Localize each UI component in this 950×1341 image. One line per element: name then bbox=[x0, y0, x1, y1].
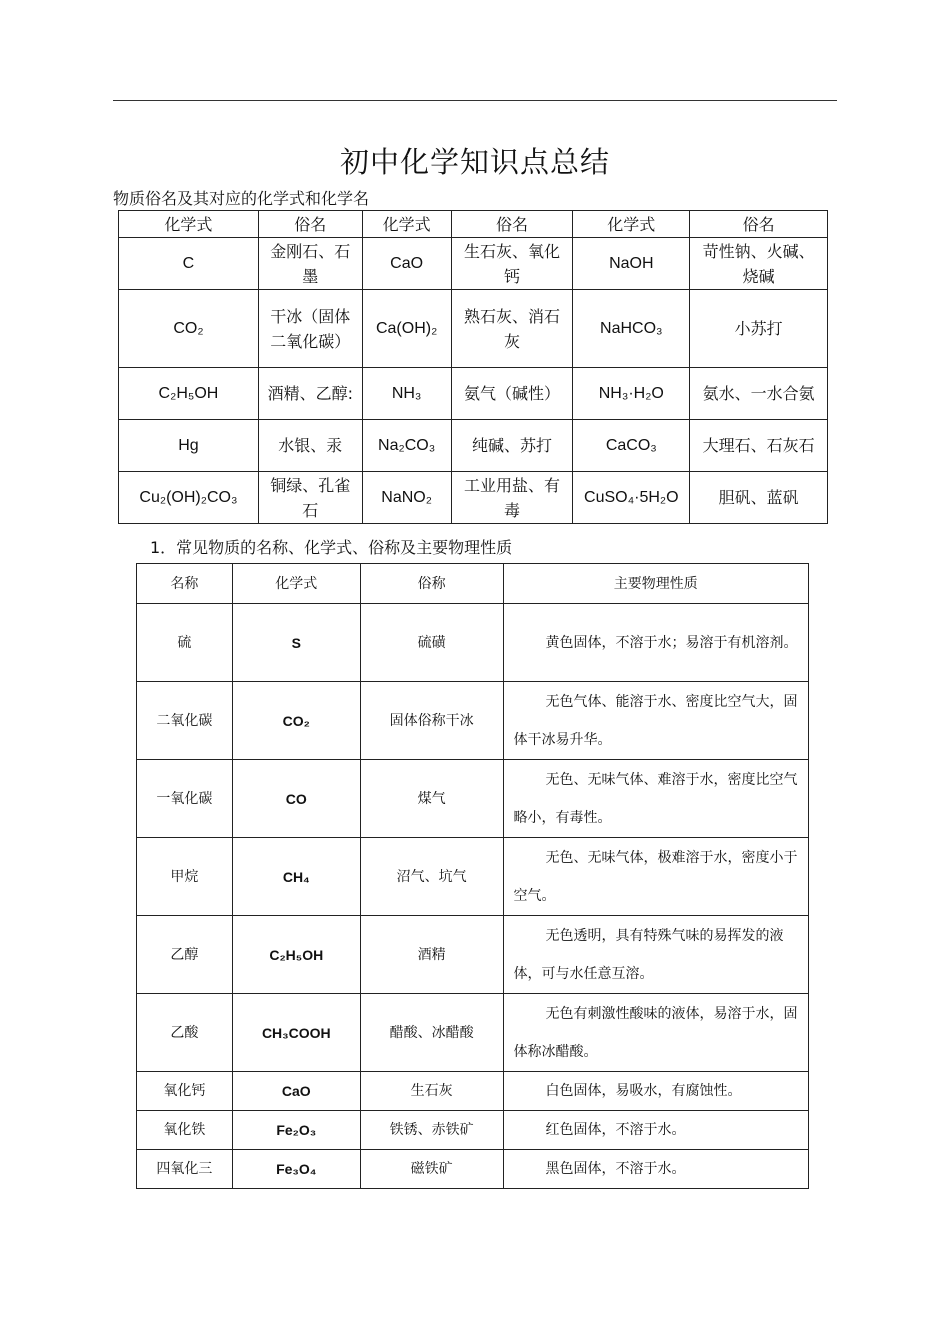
name-cell: 二氧化碳 bbox=[137, 682, 233, 760]
table-row bbox=[137, 994, 809, 1072]
formula-cell: NaHCO₃ bbox=[573, 290, 690, 368]
property-text: 黄色固体，不溶于水；易溶于有机溶剂。 bbox=[545, 634, 798, 651]
property-cell bbox=[503, 838, 809, 916]
nickname-cell: 大理石、石灰石 bbox=[690, 420, 828, 472]
properties-table bbox=[136, 563, 809, 1189]
nickname-cell: 熟石灰、消石灰 bbox=[451, 290, 573, 368]
formula-cell: CO₂ bbox=[119, 290, 259, 368]
formula-cell: C bbox=[119, 238, 259, 290]
formula-cell: CaO bbox=[232, 1072, 360, 1111]
formula-cell: Fe₂O₃ bbox=[232, 1111, 360, 1150]
nickname-cell: 金刚石、石墨 bbox=[258, 238, 362, 290]
property-cell bbox=[503, 1150, 809, 1189]
name-cell: 乙酸 bbox=[137, 994, 233, 1072]
section-heading: 1．常见物质的名称、化学式、俗称及主要物理性质 bbox=[150, 538, 513, 557]
name-cell: 乙醇 bbox=[137, 916, 233, 994]
property-cell bbox=[503, 760, 809, 838]
property-text: 无色、无味气体、难溶于水，密度比空气略小，有毒性。 bbox=[513, 771, 798, 826]
formula-cell: Hg bbox=[119, 420, 259, 472]
table-header-row bbox=[137, 564, 809, 604]
header-cell: 名称 bbox=[137, 564, 233, 604]
formula-cell: CaCO₃ bbox=[573, 420, 690, 472]
formula-cell: CaO bbox=[362, 238, 451, 290]
nickname-cell: 干冰（固体二氧化碳） bbox=[258, 290, 362, 368]
formula-cell: NH₃ bbox=[362, 368, 451, 420]
header-cell: 化学式 bbox=[573, 211, 690, 238]
nickname-cell: 纯碱、苏打 bbox=[451, 420, 573, 472]
header-cell: 化学式 bbox=[232, 564, 360, 604]
table-header-row bbox=[119, 211, 828, 238]
page-title: 初中化学知识点总结 bbox=[339, 145, 610, 179]
table-row bbox=[137, 760, 809, 838]
formula-cell: CH₄ bbox=[232, 838, 360, 916]
formula-cell: CO₂ bbox=[232, 682, 360, 760]
table-row bbox=[137, 838, 809, 916]
table-row bbox=[137, 1072, 809, 1111]
formula-cell: NH₃·H₂O bbox=[573, 368, 690, 420]
header-cell: 俗名 bbox=[258, 211, 362, 238]
name-cell: 四氧化三 bbox=[137, 1150, 233, 1189]
nickname-cell: 生石灰、氧化钙 bbox=[451, 238, 573, 290]
formula-cell: C₂H₅OH bbox=[232, 916, 360, 994]
common-name-cell: 铁锈、赤铁矿 bbox=[360, 1111, 503, 1150]
table-row bbox=[137, 1150, 809, 1189]
table-row bbox=[137, 1111, 809, 1150]
property-text: 红色固体，不溶于水。 bbox=[545, 1122, 686, 1138]
formula-cell: CO bbox=[232, 760, 360, 838]
formula-cell: Ca(OH)₂ bbox=[362, 290, 451, 368]
property-cell bbox=[503, 994, 809, 1072]
formula-cell: S bbox=[232, 604, 360, 682]
formula-cell: CH₃COOH bbox=[232, 994, 360, 1072]
table-row bbox=[137, 916, 809, 994]
nickname-cell: 氨气（碱性） bbox=[451, 368, 573, 420]
formula-cell: Fe₃O₄ bbox=[232, 1150, 360, 1189]
property-text: 无色透明，具有特殊气味的易挥发的液体，可与水任意互溶。 bbox=[513, 927, 784, 982]
nickname-cell: 苛性钠、火碱、烧碱 bbox=[690, 238, 828, 290]
nickname-cell: 小苏打 bbox=[690, 290, 828, 368]
property-cell bbox=[503, 604, 809, 682]
name-cell: 一氧化碳 bbox=[137, 760, 233, 838]
table-row bbox=[119, 238, 828, 290]
nickname-cell: 铜绿、孔雀石 bbox=[258, 472, 362, 524]
header-cell: 主要物理性质 bbox=[503, 564, 809, 604]
header-cell: 化学式 bbox=[362, 211, 451, 238]
name-cell: 甲烷 bbox=[137, 838, 233, 916]
nickname-cell: 氨水、一水合氨 bbox=[690, 368, 828, 420]
formula-cell: NaOH bbox=[573, 238, 690, 290]
formula-cell: NaNO₂ bbox=[362, 472, 451, 524]
nickname-cell: 水银、汞 bbox=[258, 420, 362, 472]
property-cell bbox=[503, 1111, 809, 1150]
common-name-cell: 煤气 bbox=[360, 760, 503, 838]
nickname-cell: 酒精、乙醇: bbox=[258, 368, 362, 420]
common-name-cell: 硫磺 bbox=[360, 604, 503, 682]
common-name-cell: 沼气、坑气 bbox=[360, 838, 503, 916]
name-cell: 氧化钙 bbox=[137, 1072, 233, 1111]
header-cell: 俗名 bbox=[690, 211, 828, 238]
table-row bbox=[137, 682, 809, 760]
property-cell bbox=[503, 916, 809, 994]
name-cell: 氧化铁 bbox=[137, 1111, 233, 1150]
header-cell: 俗称 bbox=[360, 564, 503, 604]
common-name-cell: 醋酸、冰醋酸 bbox=[360, 994, 503, 1072]
formula-cell: C₂H₅OH bbox=[119, 368, 259, 420]
table-row bbox=[119, 472, 828, 524]
nickname-table bbox=[118, 210, 828, 524]
formula-cell: Na₂CO₃ bbox=[362, 420, 451, 472]
table-row bbox=[119, 290, 828, 368]
table-row bbox=[119, 420, 828, 472]
table-row bbox=[119, 368, 828, 420]
property-cell bbox=[503, 682, 809, 760]
common-name-cell: 酒精 bbox=[360, 916, 503, 994]
property-text: 无色有刺激性酸味的液体，易溶于水，固体称冰醋酸。 bbox=[513, 1005, 798, 1060]
property-text: 无色、无味气体，极难溶于水，密度小于空气。 bbox=[513, 849, 798, 904]
formula-cell: Cu₂(OH)₂CO₃ bbox=[119, 472, 259, 524]
nickname-cell: 胆矾、蓝矾 bbox=[690, 472, 828, 524]
header-rule bbox=[113, 100, 837, 101]
nickname-cell: 工业用盐、有毒 bbox=[451, 472, 573, 524]
common-name-cell: 生石灰 bbox=[360, 1072, 503, 1111]
common-name-cell: 磁铁矿 bbox=[360, 1150, 503, 1189]
formula-cell: CuSO₄·5H₂O bbox=[573, 472, 690, 524]
table-row bbox=[137, 604, 809, 682]
header-cell: 俗名 bbox=[451, 211, 573, 238]
subtitle: 物质俗名及其对应的化学式和化学名 bbox=[113, 189, 370, 208]
property-text: 黑色固体，不溶于水。 bbox=[545, 1161, 686, 1177]
property-text: 无色气体、能溶于水、密度比空气大，固体干冰易升华。 bbox=[513, 693, 798, 748]
property-cell bbox=[503, 1072, 809, 1111]
header-cell: 化学式 bbox=[119, 211, 259, 238]
property-text: 白色固体，易吸水，有腐蚀性。 bbox=[545, 1083, 742, 1099]
common-name-cell: 固体俗称干冰 bbox=[360, 682, 503, 760]
name-cell: 硫 bbox=[137, 604, 233, 682]
